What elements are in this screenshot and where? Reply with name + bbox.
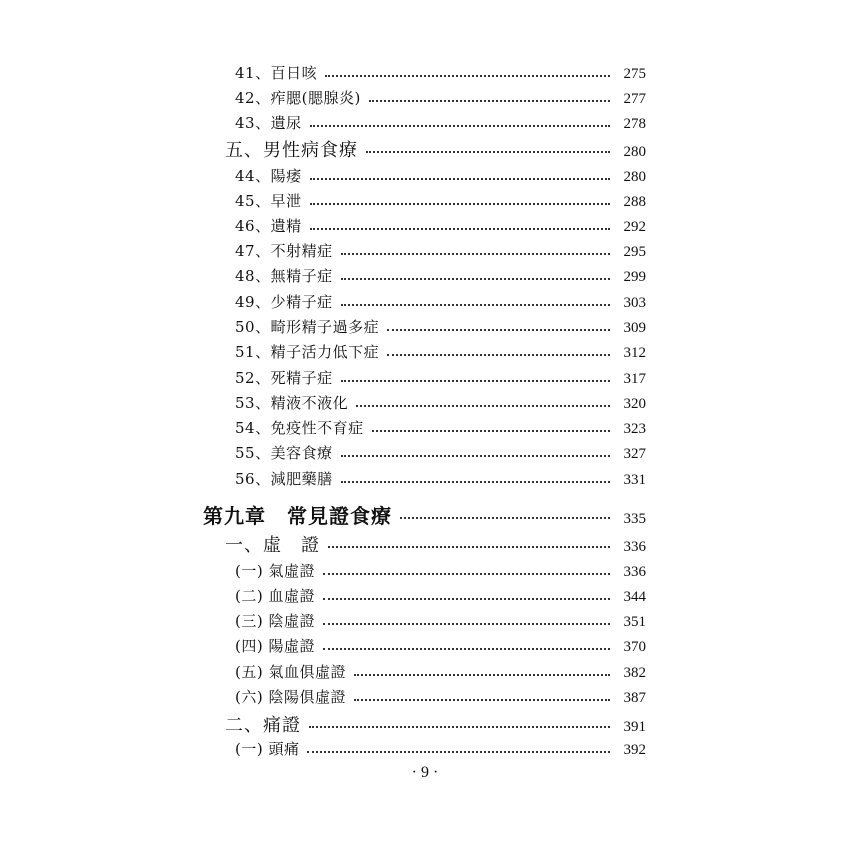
dot-leader — [309, 726, 610, 728]
toc-entry-label: 56、減肥藥膳 — [235, 470, 333, 488]
toc-entry — [235, 417, 646, 438]
toc-entry-label: 50、畸形精子過多症 — [235, 318, 380, 336]
toc-section-label: 一、虛 證 — [225, 535, 320, 556]
toc-entry-label: 49、少精子症 — [235, 293, 333, 311]
toc-entry-page: 331 — [623, 472, 646, 488]
dot-leader — [323, 573, 610, 575]
toc-entry — [235, 341, 646, 362]
toc-entry — [235, 367, 646, 388]
toc-entry-label: 53、精液不液化 — [235, 394, 349, 412]
toc-entry-page: 312 — [623, 345, 646, 361]
dot-leader — [307, 751, 610, 753]
toc-entry-label: 54、免疫性不育症 — [235, 419, 364, 437]
toc-entry-page: 387 — [623, 690, 646, 706]
dot-leader — [323, 623, 610, 625]
dot-leader — [310, 228, 610, 230]
toc-entry-label: (六) 陰陽俱虛證 — [235, 688, 346, 706]
dot-leader — [323, 598, 610, 600]
toc-entry-label: 44、陽痿 — [235, 167, 302, 185]
toc-entry-page: 382 — [623, 665, 646, 681]
toc-entry — [235, 291, 646, 312]
dot-leader — [341, 304, 610, 306]
toc-entry-label: 42、痄腮(腮腺炎) — [235, 89, 361, 107]
toc-entry-page: 336 — [623, 564, 646, 580]
toc-entry-label: (一) 氣虛證 — [235, 562, 315, 580]
toc-entry-label: (一) 頭痛 — [235, 740, 300, 758]
toc-entry-label: (五) 氣血俱虛證 — [235, 663, 346, 681]
toc-entry — [235, 190, 646, 211]
toc-section — [225, 136, 646, 162]
dot-leader — [323, 648, 610, 650]
toc-entry-page: 392 — [623, 742, 646, 758]
toc-entry-page: 309 — [623, 320, 646, 336]
page-number: · 9 · — [411, 764, 439, 781]
toc-entry-page: 288 — [623, 194, 646, 210]
toc-entry — [235, 215, 646, 236]
toc-entry — [235, 738, 646, 759]
toc-entry-page: 278 — [623, 116, 646, 132]
toc-entry-label: (四) 陽虛證 — [235, 637, 315, 655]
dot-leader — [354, 699, 610, 701]
toc-entry — [235, 560, 646, 581]
toc-chapter-page: 335 — [623, 511, 646, 527]
dot-leader — [400, 517, 610, 519]
toc-entry-page: 295 — [623, 244, 646, 260]
dot-leader — [310, 125, 610, 127]
dot-leader — [310, 178, 610, 180]
dot-leader — [328, 546, 610, 548]
toc-entry — [235, 265, 646, 286]
toc-entry-label: 43、遺尿 — [235, 114, 302, 132]
toc-entry-label: (二) 血虛證 — [235, 587, 315, 605]
toc-entry — [235, 240, 646, 261]
toc-entry-page: 303 — [623, 295, 646, 311]
toc-entry-page: 280 — [623, 169, 646, 185]
toc-entry-page: 299 — [623, 269, 646, 285]
toc-entry — [235, 392, 646, 413]
toc-entry — [235, 610, 646, 631]
toc-entry-label: 48、無精子症 — [235, 267, 333, 285]
toc-section-page: 336 — [623, 539, 646, 555]
toc-section-page: 391 — [623, 719, 646, 735]
toc-entry — [235, 635, 646, 656]
toc-entry — [235, 686, 646, 707]
dot-leader — [341, 278, 610, 280]
toc-entry — [235, 468, 646, 489]
toc-entry-page: 277 — [623, 91, 646, 107]
toc-chapter — [203, 500, 646, 529]
toc-entry-label: 45、早泄 — [235, 192, 302, 210]
toc-entry-page: 292 — [623, 219, 646, 235]
dot-leader — [310, 203, 610, 205]
dot-leader — [387, 329, 610, 331]
toc-entry-page: 351 — [623, 614, 646, 630]
toc-entry — [235, 661, 646, 682]
dot-leader — [356, 405, 610, 407]
dot-leader — [341, 253, 610, 255]
toc-entry-page: 327 — [623, 446, 646, 462]
toc-entry-page: 344 — [623, 589, 646, 605]
toc-entry — [235, 112, 646, 133]
toc-entry — [235, 62, 646, 83]
toc-entry-page: 370 — [623, 639, 646, 655]
toc-entry-label: 55、美容食療 — [235, 444, 333, 462]
toc-chapter-label: 第九章 常見證食療 — [203, 504, 392, 528]
dot-leader — [369, 100, 610, 102]
toc-section — [225, 711, 646, 737]
toc-entry — [235, 585, 646, 606]
toc-entry-label: 52、死精子症 — [235, 369, 333, 387]
toc-entry — [235, 87, 646, 108]
dot-leader — [341, 455, 610, 457]
toc-section-label: 二、痛證 — [225, 715, 301, 736]
toc-entry — [235, 316, 646, 337]
toc-entry — [235, 442, 646, 463]
toc-entry-label: (三) 陰虛證 — [235, 612, 315, 630]
toc-entry-label: 51、精子活力低下症 — [235, 343, 380, 361]
toc-entry-label: 47、不射精症 — [235, 242, 333, 260]
dot-leader — [341, 481, 610, 483]
toc-entry-page: 320 — [623, 396, 646, 412]
dot-leader — [387, 354, 610, 356]
toc-section-page: 280 — [623, 144, 646, 160]
toc-section-label: 五、男性病食療 — [225, 140, 358, 161]
toc-entry — [235, 165, 646, 186]
dot-leader — [366, 151, 610, 153]
toc-section — [225, 531, 646, 557]
toc-entry-label: 46、遺精 — [235, 217, 302, 235]
toc-entry-page: 323 — [623, 421, 646, 437]
toc-entry-page: 317 — [623, 371, 646, 387]
toc-entry-page: 275 — [623, 66, 646, 82]
toc-entry-label: 41、百日咳 — [235, 64, 318, 82]
dot-leader — [325, 75, 610, 77]
dot-leader — [372, 430, 610, 432]
dot-leader — [341, 380, 610, 382]
dot-leader — [354, 674, 610, 676]
